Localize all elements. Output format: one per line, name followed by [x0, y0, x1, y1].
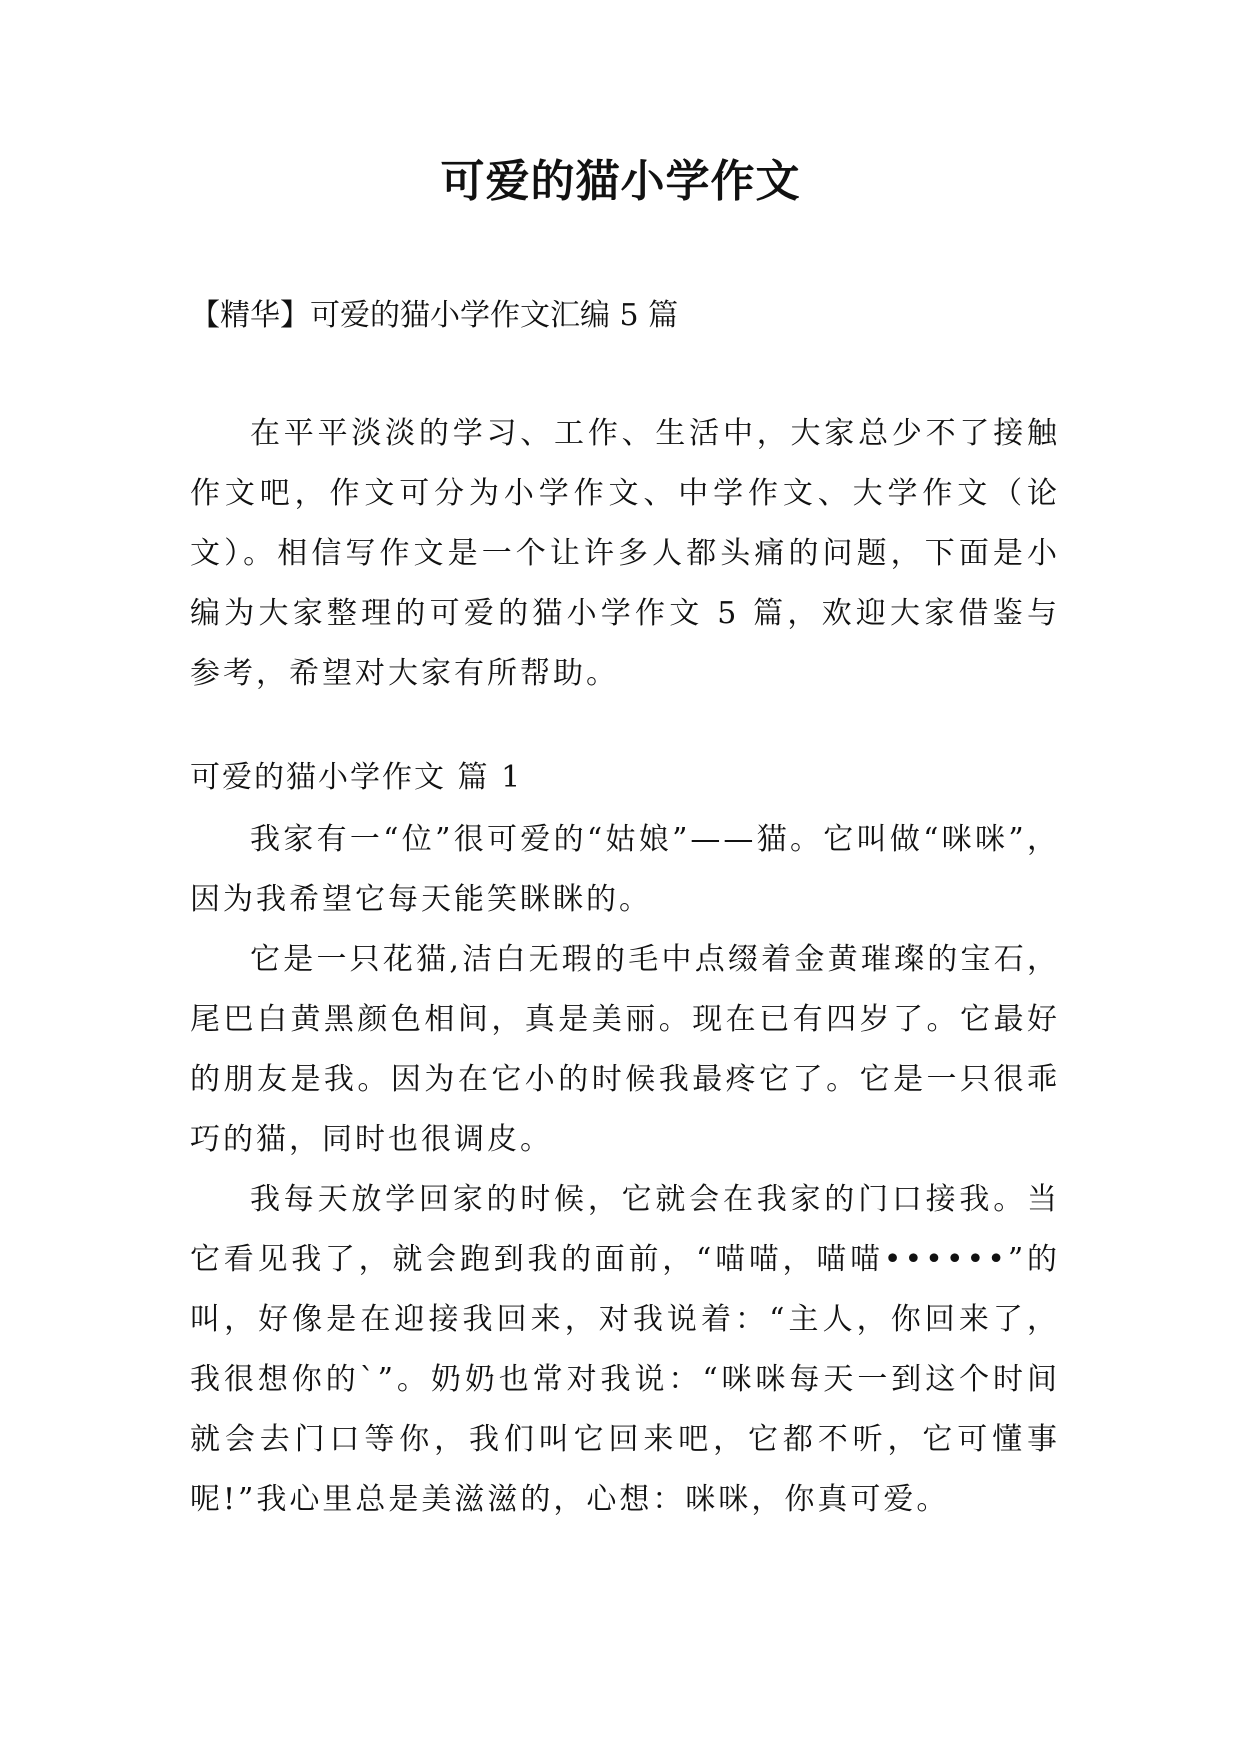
page-title: 可爱的猫小学作文	[440, 156, 801, 207]
body-paragraph-2: 它是一只花猫,洁白无瑕的毛中点缀着金黄璀璨的宝石，尾巴白黄黑颜色相间，真是美丽。现在已有四岁了。它最好的朋友是我。因为在它小的时候我最疼它了。它是一只很乖巧的猫，同时也很调皮。	[190, 942, 1060, 1157]
document-subtitle: 【精华】可爱的猫小学作文汇编 5 篇	[190, 298, 679, 333]
intro-paragraph: 在平平淡淡的学习、工作、生活中，大家总少不了接触作文吧，作文可分为小学作文、中学作文、大学作文（论文）。相信写作文是一个让许多人都头痛的问题，下面是小编为大家整理的可爱的猫小学作文 5 篇，欢迎大家借鉴与参考，希望对大家有所帮助。	[190, 416, 1060, 691]
body-paragraph-3: 我每天放学回家的时候，它就会在我家的门口接我。当它看见我了，就会跑到我的面前，“喵喵，喵喵••••••”的叫，好像是在迎接我回来，对我说着：“主人，你回来了，我很想你的`”。奶奶也常对我说：“咪咪每天一到这个时间就会去门口等你，我们叫它回来吧，它都不听，它可懂事呢!”我心里总是美滋滋的，心想：咪咪，你真可爱。	[190, 1182, 1060, 1517]
body-paragraph-1: 我家有一“位”很可爱的“姑娘”——猫。它叫做“咪咪”，因为我希望它每天能笑眯眯的。	[190, 822, 1060, 917]
section-heading: 可爱的猫小学作文 篇 1	[190, 760, 523, 795]
